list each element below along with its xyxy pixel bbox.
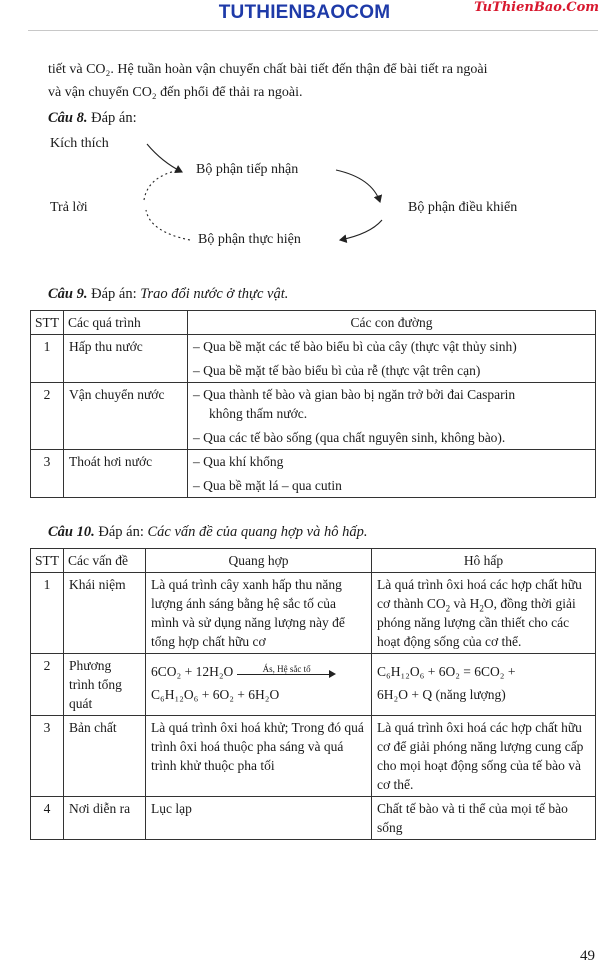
reaction-condition: Ás, Hệ sắc tố: [262, 663, 311, 674]
path-item: – Qua bề mặt lá – qua cutin: [193, 478, 342, 493]
intro-line-2: và vận chuyển CO₂ đến phổi để thải ra ngoài.: [48, 85, 303, 100]
intro-line-1: tiết và CO₂. Hệ tuần hoàn vận chuyển chất bài tiết đến thận để bài tiết ra ngoài: [48, 62, 488, 77]
resp-equation-line1: C₆H₁₂O₆ + 6O₂ = 6CO₂ +: [377, 664, 516, 679]
equation-reactants: 6CO₂ + 12H₂O: [151, 664, 234, 679]
table-row: [31, 654, 596, 716]
arrow-effector-response-lower: [146, 210, 190, 240]
path-item: – Qua khí khổng: [193, 454, 284, 469]
table-row: [31, 450, 596, 498]
cell-issue: Phương trình tổng quát: [64, 654, 146, 716]
table-row: [31, 573, 596, 654]
q9-answer: Đáp án:: [91, 286, 137, 302]
col-header-respiration: Hô hấp: [372, 549, 596, 573]
cell-stt: 1: [31, 335, 64, 383]
q9-topic: Trao đổi nước ở thực vật.: [140, 286, 289, 302]
resp-equation-line2: 6H₂O + Q (năng lượng): [377, 687, 506, 702]
cell-process: Vận chuyển nước: [64, 383, 188, 450]
col-header-stt: STT: [31, 311, 64, 335]
table-row: [31, 383, 596, 450]
reaction-arrow-icon: [237, 663, 337, 680]
col-header-issue: Các vấn đề: [64, 549, 146, 573]
q9-title: [48, 286, 288, 303]
cell-process: Hấp thu nước: [64, 335, 188, 383]
cell-photosynthesis: Là quá trình cây xanh hấp thu năng lượng ánh sáng bằng hệ sắc tố của mình và sử dụng năng lượng này để tổng hợp chất hữu cơ: [146, 573, 372, 654]
cell-photosynthesis-equation: [146, 654, 372, 716]
cell-photosynthesis: Là quá trình ôxi hoá khử; Trong đó quá trình ôxi hoá thuộc pha sáng và quá trình khử thuộc pha tối: [146, 716, 372, 797]
path-item: – Qua bề mặt tế bào biểu bì của rễ (thực vật trên cạn): [193, 363, 481, 378]
cell-paths: [188, 450, 596, 498]
path-item: – Qua các tế bào sống (qua chất nguyên sinh, không bào).: [193, 430, 506, 445]
node-response: Trả lời: [50, 200, 88, 215]
q8-answer: Đáp án:: [91, 110, 137, 126]
cell-paths: [188, 335, 596, 383]
cell-issue: Nơi diễn ra: [64, 797, 146, 840]
cell-stt: 3: [31, 450, 64, 498]
q9-table: [30, 310, 596, 498]
arrow-receptor-control: [336, 170, 380, 202]
q9-label: Câu 9.: [48, 286, 88, 302]
q10-answer: Đáp án:: [98, 524, 144, 540]
cell-issue: Bản chất: [64, 716, 146, 797]
cell-photosynthesis: Lục lạp: [146, 797, 372, 840]
col-header-paths: Các con đường: [188, 311, 596, 335]
cell-paths: [188, 383, 596, 450]
cell-respiration: Là quá trình ôxi hoá các hợp chất hữu cơ để giải phóng năng lượng cung cấp cho mọi hoạt động sống của tế bào và cơ thể.: [372, 716, 596, 797]
cell-stt: 2: [31, 654, 64, 716]
brand-watermark: TuThienBao.Com: [474, 0, 599, 15]
path-item: – Qua thành tế bào và gian bào bị ngăn trở bởi đai Casparin: [193, 387, 516, 402]
path-item-cont: không thấm nước.: [209, 406, 308, 421]
cell-process: Thoát hơi nước: [64, 450, 188, 498]
node-effector: Bộ phận thực hiện: [198, 232, 301, 247]
path-item: – Qua bề mặt các tế bào biểu bì của cây (thực vật thủy sinh): [193, 339, 517, 354]
q8-label: Câu 8.: [48, 110, 88, 126]
cell-stt: 3: [31, 716, 64, 797]
reflex-diagram: [0, 128, 609, 263]
table-row: [31, 797, 596, 840]
node-control: Bộ phận điều khiển: [408, 200, 518, 215]
q10-label: Câu 10.: [48, 524, 95, 540]
q10-table: [30, 548, 596, 840]
q8-title: [48, 110, 137, 127]
table-row: [31, 335, 596, 383]
node-stimulus: Kích thích: [50, 136, 109, 151]
arrow-control-effector: [340, 220, 382, 240]
equation-products: C₆H₁₂O₆ + 6O₂ + 6H₂O: [151, 687, 280, 702]
arrow-effector-response-upper: [144, 170, 180, 200]
q10-topic: Các vấn đề của quang hợp và hô hấp.: [147, 524, 368, 540]
node-receptor: Bộ phận tiếp nhận: [196, 162, 299, 177]
cell-stt: 2: [31, 383, 64, 450]
col-header-stt: STT: [31, 549, 64, 573]
cell-issue: Khái niệm: [64, 573, 146, 654]
header-separator: [28, 30, 598, 31]
cell-respiration: Chất tế bào và ti thể của mọi tế bào sống: [372, 797, 596, 840]
arrow-stimulus-receptor: [147, 144, 182, 172]
table-header-row: [31, 311, 596, 335]
resp-text-c: O, đồng thời giải phóng năng lượng cần thiết cho các hoạt động sống của cơ thể.: [377, 596, 576, 649]
cell-respiration: Là quá trình ôxi hoá các hợp chất hữu cơ thành $CO_2$ và $H_2O$, đồng thời giải phóng năng lượng cần thiết cho các hoạt động sống của cơ thể.: [372, 573, 596, 654]
cell-stt: 4: [31, 797, 64, 840]
col-header-process: Các quá trình: [64, 311, 188, 335]
cell-stt: 1: [31, 573, 64, 654]
col-header-photosynthesis: Quang hợp: [146, 549, 372, 573]
page-number: 49: [580, 948, 595, 964]
resp-text-a: Là quá trình ôxi hoá các hợp chất hữu cơ thành CO: [377, 577, 582, 611]
site-watermark-title: TUTHIENBAOCOM: [218, 2, 391, 23]
table-row: [31, 716, 596, 797]
q10-title: [48, 524, 367, 541]
table-header-row: [31, 549, 596, 573]
intro-paragraph: [48, 58, 600, 104]
cell-respiration-equation: [372, 654, 596, 716]
resp-text-b: và H: [450, 596, 480, 611]
